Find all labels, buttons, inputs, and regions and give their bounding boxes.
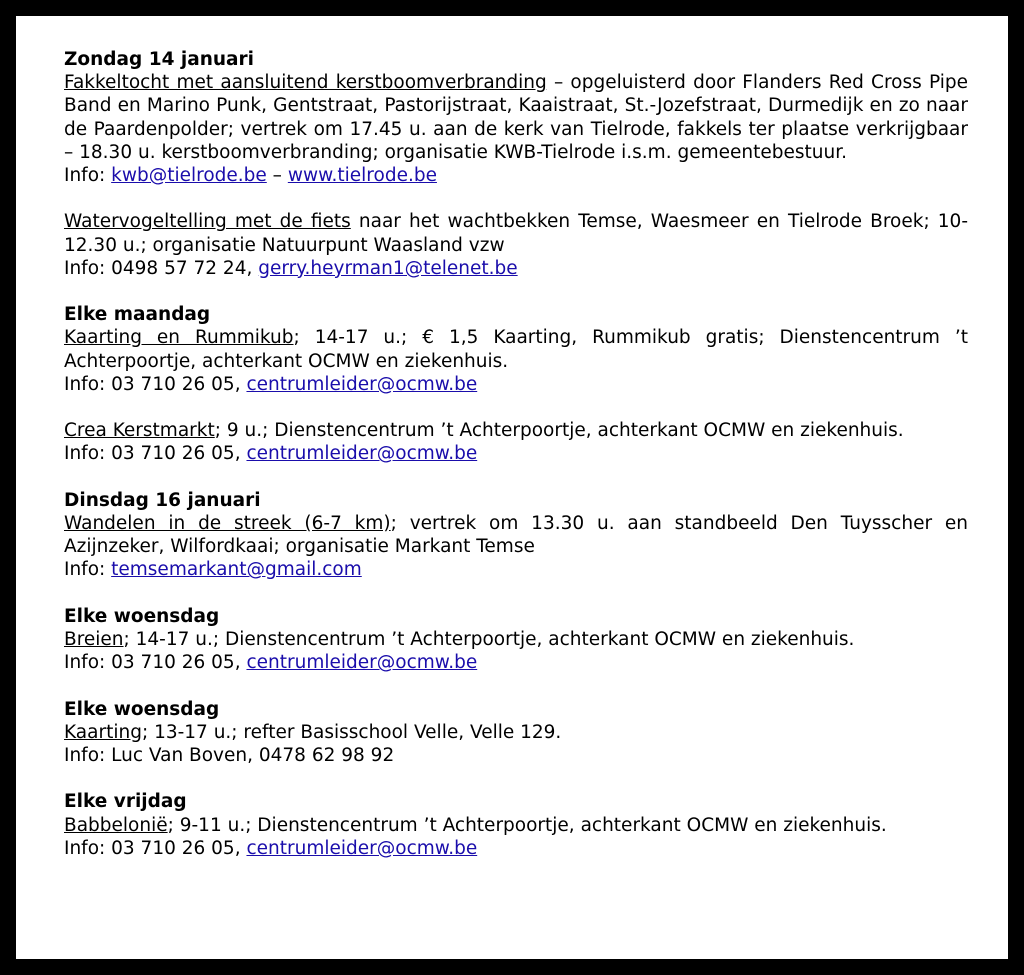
info-prefix: Info: [64, 559, 112, 581]
event-description [64, 814, 968, 837]
event-day-heading: Zondag 14 januari [64, 49, 255, 70]
event-info [64, 442, 968, 465]
event-title: Watervogeltelling met de fiets [64, 211, 351, 233]
event-details: ; 13-17 u.; refter Basisschool Velle, Velle 129. [141, 721, 562, 743]
event-day-heading: Dinsdag 16 januari [64, 489, 261, 511]
event-title: Fakkeltocht met aansluitend kerstboomverbranding [64, 72, 547, 94]
email-link[interactable]: centrumleider@ocmw.be [246, 373, 478, 395]
event-details: ; 14-17 u.; € 1,5 Kaarting, Rummikub gratis; Dienstencentrum ’t Achterpoortje, achterkant OCMW en ziekenhuis. [64, 327, 968, 372]
event-block [64, 210, 968, 280]
event-block [64, 698, 968, 768]
info-prefix: Info: 03 710 26 05, [64, 373, 247, 395]
event-day-heading: Elke vrijdag [64, 791, 187, 813]
info-prefix: Info: 03 710 26 05, [64, 443, 247, 465]
document-page [16, 16, 1008, 959]
event-block [64, 489, 968, 582]
event-day-heading: Elke woensdag [64, 605, 220, 627]
event-details: naar het wachtbekken Temse, Waesmeer en Tielrode Broek; 10-12.30 u.; organisatie Natuurpunt Waasland vzw [64, 211, 969, 256]
info-prefix: Info: [64, 165, 112, 187]
event-info [64, 373, 968, 396]
event-block [64, 605, 968, 675]
event-description [64, 419, 968, 442]
event-info [64, 257, 968, 280]
event-info [64, 837, 968, 860]
event-title: Babbelonië [64, 814, 168, 836]
event-details: ; 9-11 u.; Dienstencentrum ’t Achterpoortje, achterkant OCMW en ziekenhuis. [167, 814, 887, 836]
website-link[interactable]: www.tielrode.be [287, 165, 437, 187]
event-details: ; 14-17 u.; Dienstencentrum ’t Achterpoortje, achterkant OCMW en ziekenhuis. [123, 629, 855, 650]
event-description [64, 210, 968, 256]
event-block [64, 303, 968, 396]
event-description [64, 628, 968, 651]
event-info [64, 744, 968, 767]
event-listing [64, 48, 968, 883]
event-title: Kaarting en Rummikub [64, 327, 294, 349]
event-description [64, 71, 968, 164]
event-details: ; 9 u.; Dienstencentrum ’t Achterpoortje, achterkant OCMW en ziekenhuis. [214, 420, 904, 442]
event-block [64, 419, 968, 465]
event-block [64, 48, 968, 187]
info-prefix: Info: 03 710 26 05, [64, 837, 247, 859]
event-description [64, 326, 968, 372]
event-details: – opgeluisterd door Flanders Red Cross Pipe Band en Marino Punk, Gentstraat, Pastorijstraat, Kaaistraat, St.-Jozefstraat, Durmedijk en zo naar de Paardenpolder; vertrek om 17.45 u. aan de kerk van Tielrode, fakkels ter plaatse verkrijgbaar – 18.30 u. kerstboomverbranding; organisatie KWB-Tielrode i.s.m. gemeentebestuur. [64, 72, 968, 163]
event-info [64, 651, 968, 674]
email-link[interactable]: kwb@tielrode.be [111, 165, 267, 187]
event-title: Crea Kerstmarkt [64, 420, 215, 442]
event-title: Wandelen in de streek (6-7 km) [64, 513, 391, 534]
email-link[interactable]: centrumleider@ocmw.be [246, 837, 478, 859]
event-info [64, 164, 968, 187]
email-link[interactable]: centrumleider@ocmw.be [246, 652, 478, 674]
email-link[interactable]: gerry.heyrman1@telenet.be [258, 257, 518, 279]
info-prefix: Info: 03 710 26 05, [64, 652, 247, 674]
event-day-heading: Elke maandag [64, 304, 211, 326]
event-description [64, 721, 968, 744]
info-prefix: Info: 0498 57 72 24, [64, 257, 259, 279]
event-details: ; vertrek om 13.30 u. aan standbeeld Den Tuysscher en Azijnzeker, Wilfordkaai; organisatie Markant Temse [64, 513, 968, 558]
email-link[interactable]: centrumleider@ocmw.be [246, 443, 478, 465]
event-block [64, 790, 968, 860]
event-info [64, 558, 968, 581]
event-title: Kaarting [64, 721, 142, 743]
email-link[interactable]: temsemarkant@gmail.com [111, 559, 362, 581]
info-text: Info: Luc Van Boven, 0478 62 98 92 [64, 745, 395, 766]
info-separator: – [266, 165, 288, 187]
event-title: Breien [64, 629, 124, 650]
event-day-heading: Elke woensdag [64, 698, 220, 720]
event-description [64, 512, 968, 558]
